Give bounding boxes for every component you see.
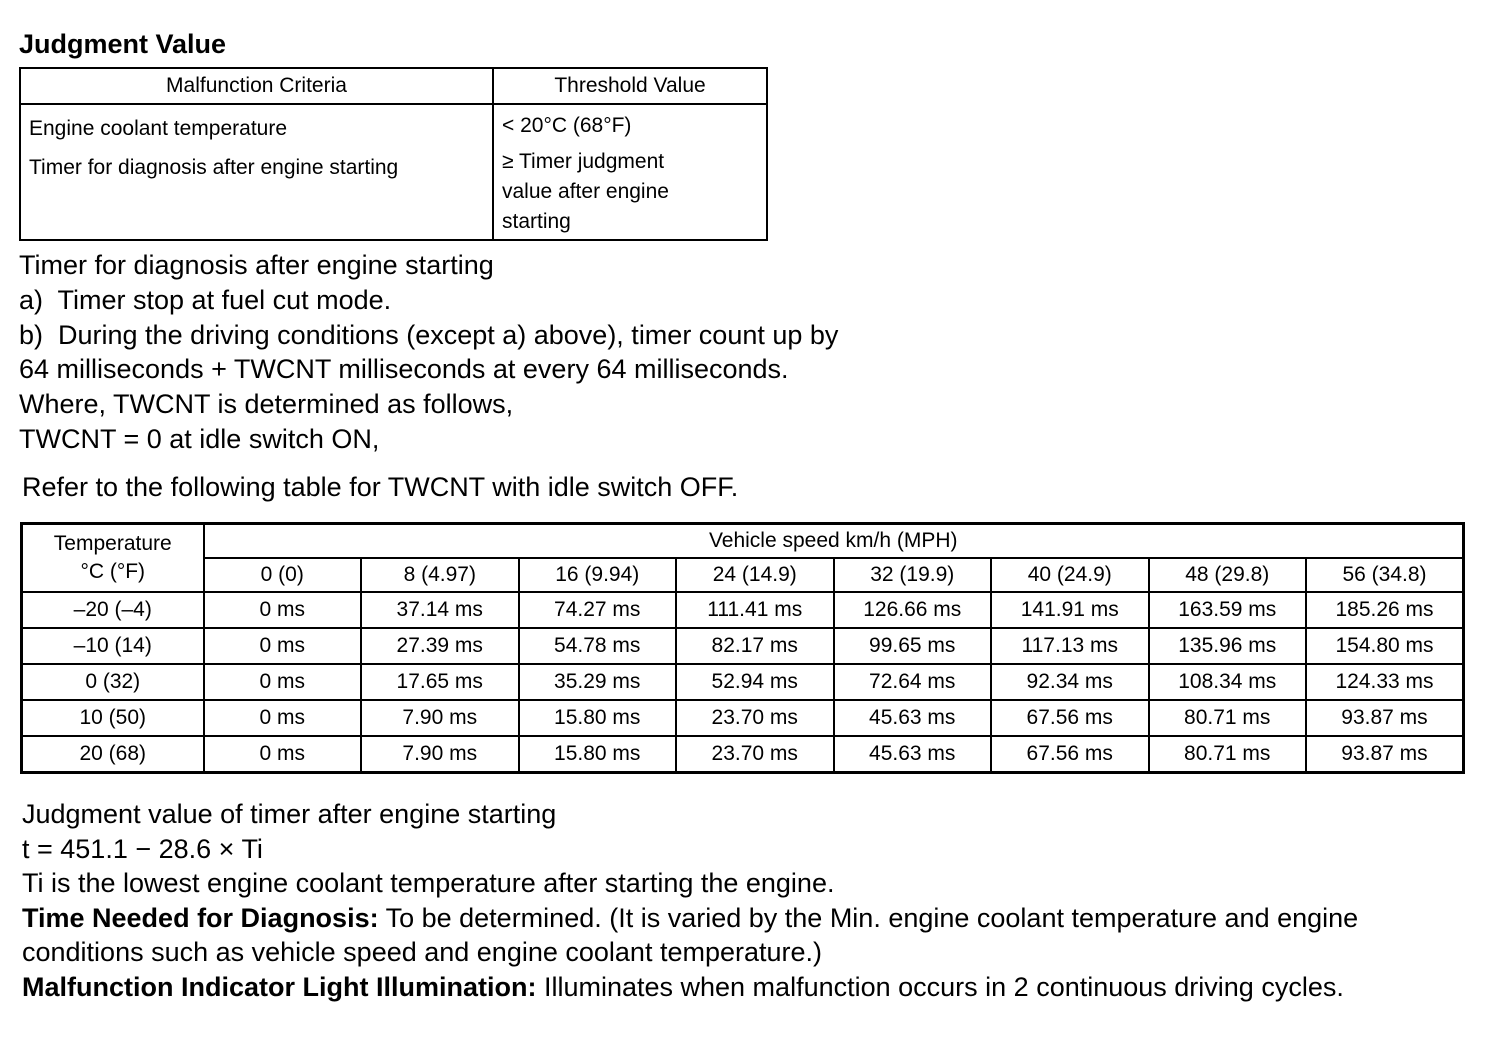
twcnt-value-cell: 126.66 ms xyxy=(834,592,992,628)
twcnt-value-cell: 185.26 ms xyxy=(1306,592,1464,628)
twcnt-value-cell: 7.90 ms xyxy=(361,700,519,736)
twcnt-value-cell: 67.56 ms xyxy=(991,736,1149,773)
threshold-timer-line-3: starting xyxy=(502,210,571,233)
twcnt-header-row-1 xyxy=(22,524,1464,558)
twcnt-value-cell: 92.34 ms xyxy=(991,664,1149,700)
ti-note: Ti is the lowest engine coolant temperature after starting the engine. xyxy=(22,868,835,899)
timer-title-line: Timer for diagnosis after engine starting xyxy=(19,250,494,280)
timer-item-b: b) During the driving conditions (except a) above), timer count up by xyxy=(19,319,839,350)
twcnt-value-cell: 0 ms xyxy=(204,700,362,736)
table-row xyxy=(22,700,1464,736)
twcnt-body xyxy=(22,592,1464,773)
temperature-cell: 20 (68) xyxy=(22,736,204,773)
criteria-cell xyxy=(20,104,493,240)
temperature-cell: 10 (50) xyxy=(22,700,204,736)
speed-header-cell: 0 (0) xyxy=(204,558,362,592)
judgment-value-table xyxy=(19,67,768,241)
twcnt-value-cell: 124.33 ms xyxy=(1306,664,1464,700)
threshold-coolant-temp: < 20°C (68°F) xyxy=(502,114,632,137)
judgment-summary xyxy=(22,797,1467,1005)
mil-paragraph xyxy=(22,970,1467,1005)
twcnt-value-cell: 108.34 ms xyxy=(1149,664,1307,700)
timer-item-b-cont: 64 milliseconds + TWCNT milliseconds at every 64 milliseconds. xyxy=(19,354,789,385)
twcnt-value-cell: 0 ms xyxy=(204,592,362,628)
threshold-timer-line-2: value after engine xyxy=(502,180,669,203)
twcnt-value-cell: 35.29 ms xyxy=(519,664,677,700)
twcnt-value-cell: 154.80 ms xyxy=(1306,628,1464,664)
speed-header-cell: 24 (14.9) xyxy=(676,558,834,592)
twcnt-value-cell: 52.94 ms xyxy=(676,664,834,700)
threshold-timer-line-1: ≥ Timer judgment xyxy=(502,150,665,173)
temperature-header xyxy=(22,524,204,592)
twcnt-value-cell: 117.13 ms xyxy=(991,628,1149,664)
mil-text: Illuminates when malfunction occurs in 2 continuous driving cycles. xyxy=(536,971,1344,1002)
twcnt-value-cell: 23.70 ms xyxy=(676,700,834,736)
twcnt-table xyxy=(20,522,1465,774)
judgment-formula: t = 451.1 − 28.6 × Ti xyxy=(22,833,263,864)
criteria-header: Malfunction Criteria xyxy=(20,68,493,104)
judgment-timer-line: Judgment value of timer after engine starting xyxy=(22,799,557,829)
judgment-row xyxy=(20,104,767,240)
twcnt-value-cell: 163.59 ms xyxy=(1149,592,1307,628)
twcnt-value-cell: 80.71 ms xyxy=(1149,700,1307,736)
mil-label: Malfunction Indicator Light Illumination: xyxy=(22,971,537,1002)
temperature-cell: 0 (32) xyxy=(22,664,204,700)
twcnt-idle-on-line: TWCNT = 0 at idle switch ON, xyxy=(19,423,380,454)
twcnt-value-cell: 15.80 ms xyxy=(519,700,677,736)
refer-table-note: Refer to the following table for TWCNT with idle switch OFF. xyxy=(22,472,739,502)
twcnt-value-cell: 93.87 ms xyxy=(1306,700,1464,736)
twcnt-value-cell: 23.70 ms xyxy=(676,736,834,773)
twcnt-value-cell: 15.80 ms xyxy=(519,736,677,773)
table-row xyxy=(22,664,1464,700)
twcnt-where-line: Where, TWCNT is determined as follows, xyxy=(19,389,514,420)
speed-header-cell: 16 (9.94) xyxy=(519,558,677,592)
timer-item-a: a) Timer stop at fuel cut mode. xyxy=(19,284,392,315)
speed-header-cell: 40 (24.9) xyxy=(991,558,1149,592)
twcnt-value-cell: 111.41 ms xyxy=(676,592,834,628)
threshold-cell xyxy=(493,104,767,240)
temperature-cell: –10 (14) xyxy=(22,628,204,664)
time-needed-label: Time Needed for Diagnosis: xyxy=(22,902,379,933)
twcnt-value-cell: 135.96 ms xyxy=(1149,628,1307,664)
criteria-coolant-temp: Engine coolant temperature xyxy=(29,117,287,140)
twcnt-value-cell: 99.65 ms xyxy=(834,628,992,664)
twcnt-value-cell: 45.63 ms xyxy=(834,736,992,773)
twcnt-value-cell: 54.78 ms xyxy=(519,628,677,664)
speed-header-cell: 48 (29.8) xyxy=(1149,558,1307,592)
table-row xyxy=(22,628,1464,664)
vehicle-speed-header: Vehicle speed km/h (MPH) xyxy=(204,524,1464,558)
section-heading: Judgment Value xyxy=(19,29,227,59)
twcnt-value-cell: 45.63 ms xyxy=(834,700,992,736)
temperature-cell: –20 (–4) xyxy=(22,592,204,628)
twcnt-value-cell: 27.39 ms xyxy=(361,628,519,664)
twcnt-value-cell: 17.65 ms xyxy=(361,664,519,700)
table-row xyxy=(22,736,1464,773)
time-needed-text: To be determined. (It is varied by the Min. engine coolant temperature and engine conditions such as vehicle speed and engine coolant temperature.) xyxy=(22,902,1359,968)
table-row xyxy=(22,592,1464,628)
twcnt-value-cell: 72.64 ms xyxy=(834,664,992,700)
twcnt-value-cell: 74.27 ms xyxy=(519,592,677,628)
criteria-timer: Timer for diagnosis after engine starting xyxy=(29,156,399,179)
temperature-header-line-1: Temperature xyxy=(53,531,172,555)
speed-header-cell: 56 (34.8) xyxy=(1306,558,1464,592)
twcnt-value-cell: 0 ms xyxy=(204,664,362,700)
twcnt-value-cell: 37.14 ms xyxy=(361,592,519,628)
twcnt-value-cell: 7.90 ms xyxy=(361,736,519,773)
twcnt-value-cell: 82.17 ms xyxy=(676,628,834,664)
threshold-header: Threshold Value xyxy=(493,68,767,104)
speed-header-cell: 32 (19.9) xyxy=(834,558,992,592)
twcnt-header-row-2 xyxy=(22,558,1464,592)
temperature-header-line-2: °C (°F) xyxy=(80,559,146,583)
twcnt-value-cell: 0 ms xyxy=(204,736,362,773)
twcnt-value-cell: 67.56 ms xyxy=(991,700,1149,736)
twcnt-value-cell: 93.87 ms xyxy=(1306,736,1464,773)
twcnt-value-cell: 0 ms xyxy=(204,628,362,664)
speed-header-cell: 8 (4.97) xyxy=(361,558,519,592)
twcnt-value-cell: 80.71 ms xyxy=(1149,736,1307,773)
judgment-header-row xyxy=(20,68,767,104)
time-needed-paragraph xyxy=(22,901,1467,970)
timer-description xyxy=(19,248,838,457)
twcnt-value-cell: 141.91 ms xyxy=(991,592,1149,628)
